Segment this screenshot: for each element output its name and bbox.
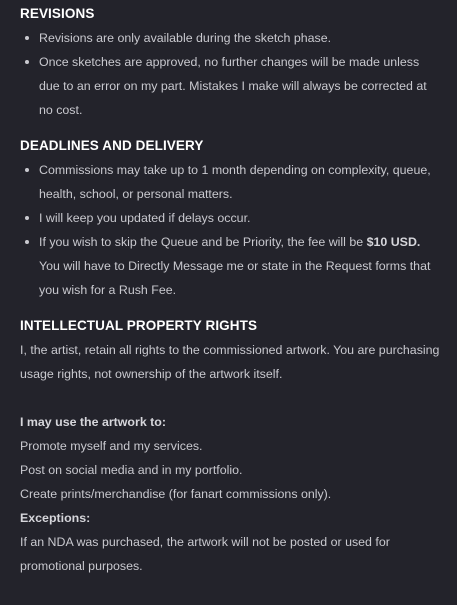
list-item: Commissions may take up to 1 month depending on complexity, queue, health, school, or personal matters. <box>20 158 443 206</box>
ip-intro: I, the artist, retain all rights to the commissioned artwork. You are purchasing usage rights, not ownership of the artwork itself. <box>20 343 440 381</box>
ip-section <box>20 318 443 578</box>
list-item: Once sketches are approved, no further changes will be made unless due to an error on my part. Mistakes I make will always be corrected at no cost. <box>20 50 443 122</box>
use-item: Create prints/merchandise (for fanart commissions only). <box>20 487 332 501</box>
use-item: Promote myself and my services. <box>20 439 203 453</box>
priority-text-after: You will have to Directly Message me or state in the Request forms that you wish for a Rush Fee. <box>39 259 431 297</box>
list-item: Revisions are only available during the sketch phase. <box>20 26 443 50</box>
deadlines-section <box>20 138 443 302</box>
priority-text-before: If you wish to skip the Queue and be Priority, the fee will be <box>39 235 367 249</box>
revisions-section <box>20 6 443 122</box>
exceptions-text: If an NDA was purchased, the artwork will not be posted or used for promotional purposes. <box>20 535 390 573</box>
exceptions-label: Exceptions: <box>20 511 91 525</box>
ip-heading: INTELLECTUAL PROPERTY RIGHTS <box>20 318 258 333</box>
revisions-list <box>20 26 443 122</box>
list-item-priority <box>20 230 443 302</box>
revisions-heading: REVISIONS <box>20 6 95 21</box>
use-item: Post on social media and in my portfolio. <box>20 463 243 477</box>
spacer <box>20 386 443 410</box>
deadlines-heading: DEADLINES AND DELIVERY <box>20 138 204 153</box>
priority-fee: $10 USD. <box>366 235 421 249</box>
may-use-label: I may use the artwork to: <box>20 415 166 429</box>
list-item: I will keep you updated if delays occur. <box>20 206 443 230</box>
deadlines-list <box>20 158 443 302</box>
